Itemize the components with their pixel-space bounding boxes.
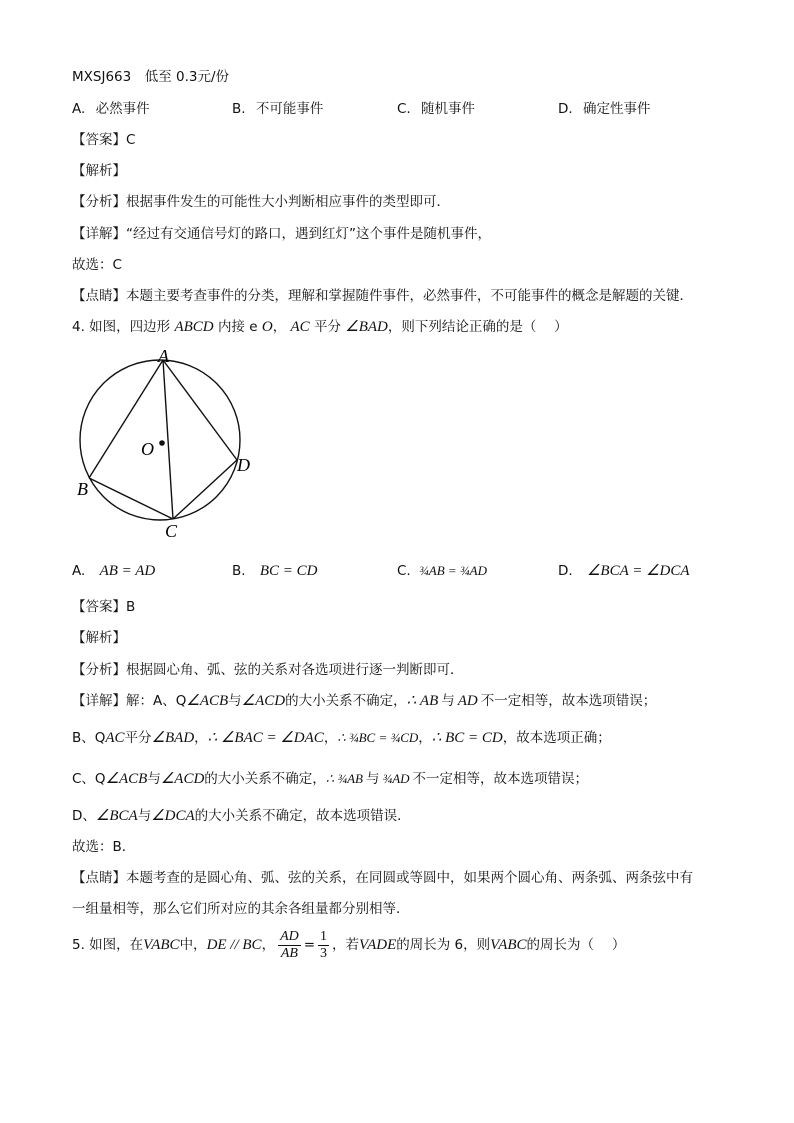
angle-dca: ∠DCA [151, 808, 195, 824]
q3-fenxi [72, 193, 450, 211]
angle-bad: ∠BAD [345, 319, 388, 335]
q3-points [72, 287, 693, 305]
parallel-expr: DE // BC [206, 937, 262, 953]
detail-text: 与 [228, 693, 242, 709]
stem-suffix: 的周长为（ ） [526, 937, 626, 953]
q5-stem [72, 928, 625, 962]
angle-acd: ∠ACD [241, 693, 286, 709]
q4-detail-b [72, 729, 611, 747]
triangle-ade: VADE [359, 937, 397, 953]
triangle-abc: VABC [143, 937, 180, 953]
angle-acd: ∠ACD [160, 771, 205, 787]
q4-detail-d [72, 807, 411, 825]
detail-text: “经过有交通信号灯的路口，遇到红灯”这个事件是随机事件， [126, 226, 491, 242]
option-expr: ¾AB = ¾AD [419, 563, 487, 578]
answer-tag: 【答案】 [72, 132, 126, 148]
q3-option-b [232, 100, 323, 118]
segment-ac: AC [105, 730, 125, 746]
option-expr: BC = CD [259, 563, 318, 579]
angle-acb: ∠ACB [186, 693, 229, 709]
quad-name: ABCD [174, 319, 214, 335]
stem-text: 的周长为 6，则 [396, 937, 491, 953]
frac-numerator: AD [280, 928, 299, 944]
q4-option-d [558, 562, 690, 580]
fenxi-text: 根据事件发生的可能性大小判断相应事件的类型即可． [126, 194, 450, 210]
q4-points-1 [72, 869, 693, 887]
option-text: 随机事件 [421, 101, 476, 117]
segment-ac: AC [290, 319, 310, 335]
detail-text: ， [194, 730, 208, 746]
q4-option-c [397, 562, 487, 580]
detail-text: ，故本选项正确； [502, 730, 611, 746]
answer-value: B [126, 599, 136, 615]
label-o: O [141, 439, 154, 459]
q4-answer [72, 598, 135, 616]
diagonal-ac [163, 360, 173, 519]
detail-tag: 【详解】 [72, 226, 126, 242]
q4-detail-a [72, 692, 656, 710]
detail-text: 平分 [124, 730, 152, 746]
label-a: A [158, 346, 169, 366]
arc-ab: ∴ ¾AB [325, 771, 363, 786]
q4-points-2: 一组量相等，那么它们所对应的其余各组量都分别相等． [72, 901, 410, 917]
points-tag: 【点睛】 [72, 870, 126, 886]
stem-text: 中， [179, 937, 207, 953]
answer-value: C [126, 132, 136, 148]
page-header: MXSJ663 低至 0.3元/份 [72, 69, 230, 85]
detail-text: ， [418, 730, 432, 746]
label-c: C [165, 521, 178, 541]
detail-text: D、 [72, 808, 96, 824]
stem-prefix: 5. 如图，在 [72, 937, 144, 953]
option-expr: ∠BCA = ∠DCA [586, 563, 690, 579]
comma: ， [272, 319, 287, 335]
therefore-ab: ∴ AB [406, 693, 439, 709]
q4-option-a [72, 562, 155, 580]
fenxi-text: 根据圆心角、弧、弦的关系对各选项进行逐一判断即可． [126, 662, 464, 678]
side-cd [173, 460, 237, 519]
points-tag: 【点睛】 [72, 288, 126, 304]
detail-text: 与 [137, 808, 152, 824]
q4-fenxi [72, 661, 464, 679]
detail-text: 解：A、Q [126, 693, 187, 709]
detail-text: 的大小关系不确定， [285, 693, 407, 709]
stem-suffix: ，则下列结论正确的是（ ） [387, 319, 568, 335]
detail-tag: 【详解】 [72, 693, 126, 709]
equals-sign: = [303, 937, 316, 953]
option-letter: D. [558, 101, 573, 117]
bisects-text: 平分 [313, 319, 341, 335]
frac-denominator: 3 [320, 945, 328, 961]
fenxi-tag: 【分析】 [72, 662, 126, 678]
option-text: 确定性事件 [582, 101, 651, 117]
stem-text: ，若 [332, 937, 360, 953]
detail-text: 不一定相等，故本选项错误； [480, 693, 657, 709]
side-ab [89, 360, 163, 478]
label-b: B [77, 479, 88, 499]
circle-symbol: e [249, 319, 258, 335]
detail-text: B、Q [72, 730, 106, 746]
q3-analysis-tag: 【解析】 [72, 163, 126, 179]
detail-text: 与 [365, 771, 380, 787]
detail-text: 不一定相等，故本选项错误； [412, 771, 589, 787]
points-text: 本题考查的是圆心角、弧、弦的关系，在同圆或等圆中，如果两个圆心角、两条弧、两条弦中有 [126, 870, 693, 886]
circle-o [80, 360, 240, 520]
option-text: 不可能事件 [255, 101, 324, 117]
side-bc [89, 478, 173, 519]
option-letter: A. [72, 563, 86, 579]
q3-option-a [72, 100, 150, 118]
circle-figure [72, 345, 272, 545]
frac-denominator: AB [280, 945, 298, 961]
points-text: 本题主要考查事件的分类，理解和掌握随件事件，必然事件，不可能事件的概念是解题的关键． [126, 288, 693, 304]
stem-text: ， [261, 937, 276, 953]
stem-prefix: 4. 如图，四边形 [72, 319, 171, 335]
angle-equal: ∴ ∠BAC = ∠DAC [207, 730, 324, 746]
option-letter: A. [72, 101, 86, 117]
fraction-one-third [318, 929, 329, 962]
detail-text: 的大小关系不确定，故本选项错误． [194, 808, 411, 824]
q4-option-b [232, 562, 318, 580]
q3-choose: 故选：C [72, 257, 122, 273]
center-dot [159, 440, 165, 446]
detail-text: 与 [147, 771, 161, 787]
answer-tag: 【答案】 [72, 599, 126, 615]
circle-name: O [261, 319, 273, 335]
detail-text: ， [323, 730, 338, 746]
option-letter: B. [232, 563, 246, 579]
segment-ad: AD [457, 693, 478, 709]
side-ad [163, 360, 237, 460]
q4-stem [72, 318, 568, 336]
angle-bad: ∠BAD [151, 730, 195, 746]
q3-option-c [397, 100, 475, 118]
option-text: 必然事件 [95, 101, 150, 117]
frac-numerator: 1 [320, 928, 328, 944]
q3-answer [72, 131, 135, 149]
option-letter: B. [232, 101, 246, 117]
chord-equal: ∴ BC = CD [431, 730, 503, 746]
arc-ad: ¾AD [382, 771, 410, 786]
q4-analysis-tag: 【解析】 [72, 630, 126, 646]
option-expr: AB = AD [99, 563, 156, 579]
angle-acb: ∠ACB [105, 771, 148, 787]
detail-text: 的大小关系不确定， [204, 771, 326, 787]
q3-detail [72, 225, 491, 243]
detail-text: C、Q [72, 771, 106, 787]
label-d: D [237, 455, 250, 475]
triangle-abc: VABC [490, 937, 527, 953]
detail-text: 与 [441, 693, 455, 709]
angle-bca: ∠BCA [95, 808, 138, 824]
fraction-ad-ab [278, 929, 301, 962]
q4-detail-c [72, 770, 588, 788]
arc-equal: ∴ ¾BC = ¾CD [337, 730, 419, 745]
inscribed-text: 内接 [217, 319, 245, 335]
q4-choose: 故选：B． [72, 839, 136, 855]
fenxi-tag: 【分析】 [72, 194, 126, 210]
option-letter: C. [397, 563, 411, 579]
option-letter: D. [558, 563, 573, 579]
option-letter: C. [397, 101, 411, 117]
q3-option-d [558, 100, 650, 118]
